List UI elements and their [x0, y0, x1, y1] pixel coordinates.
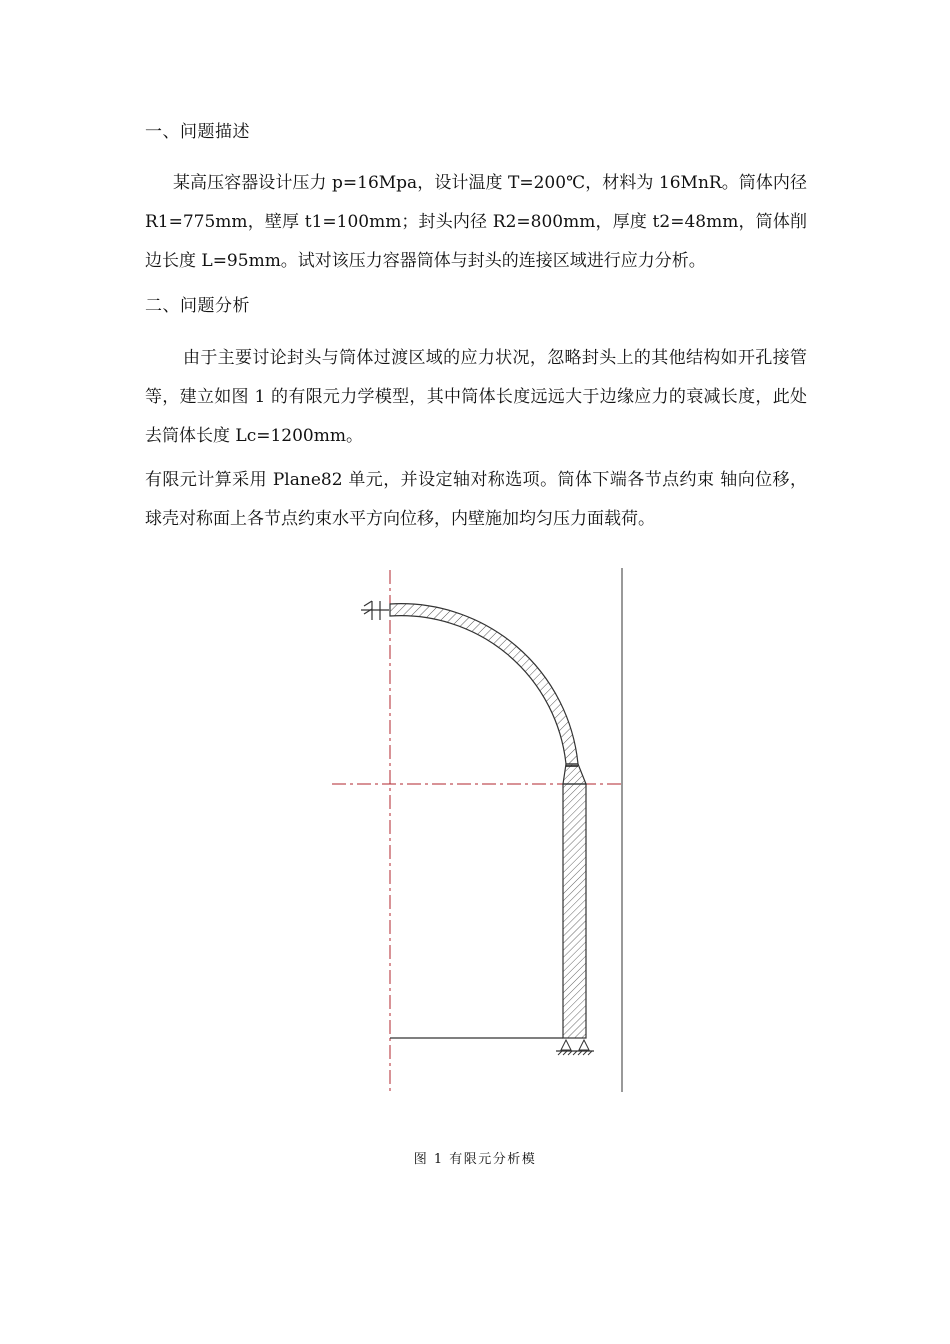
transition-taper — [563, 764, 586, 784]
axial-support-symbol — [556, 1040, 594, 1055]
section-heading-problem-description: 一、问题描述 — [145, 122, 250, 142]
problem-description-paragraph: 某高压容器设计压力 p=16Mpa，设计温度 T=200℃，材料为 16MnR。筒体内径 R1=775mm，壁厚 t1=100mm；封头内径 R2=800mm，厚度 t2=48mm，筒体削边长度 L=95mm。试对该压力容器筒体与封头的连接区域进行应力分析。 — [145, 173, 807, 271]
figure-caption: 图 1 有限元分析模 — [413, 1152, 537, 1167]
analysis-paragraph-elements: 有限元计算采用 Plane82 单元，并设定轴对称选项。筒体下端各节点约束 轴向位移，球壳对称面上各节点约束水平方向位移，内壁施加均匀压力面载荷。 — [145, 470, 807, 529]
cylinder-shell-wall — [563, 784, 586, 1038]
section-heading-problem-analysis: 二、问题分析 — [145, 296, 250, 316]
analysis-paragraph-model: 由于主要讨论封头与筒体过渡区域的应力状况，忽略封头上的其他结构如开孔接管等，建立如图 1 的有限元力学模型，其中筒体长度远远大于边缘应力的衰减长度，此处去筒体长度 Lc=1200mm。 — [145, 348, 807, 446]
fea-model-figure — [320, 565, 640, 1100]
spherical-head-wall — [390, 604, 578, 764]
horizontal-constraint-symbol — [361, 601, 389, 620]
